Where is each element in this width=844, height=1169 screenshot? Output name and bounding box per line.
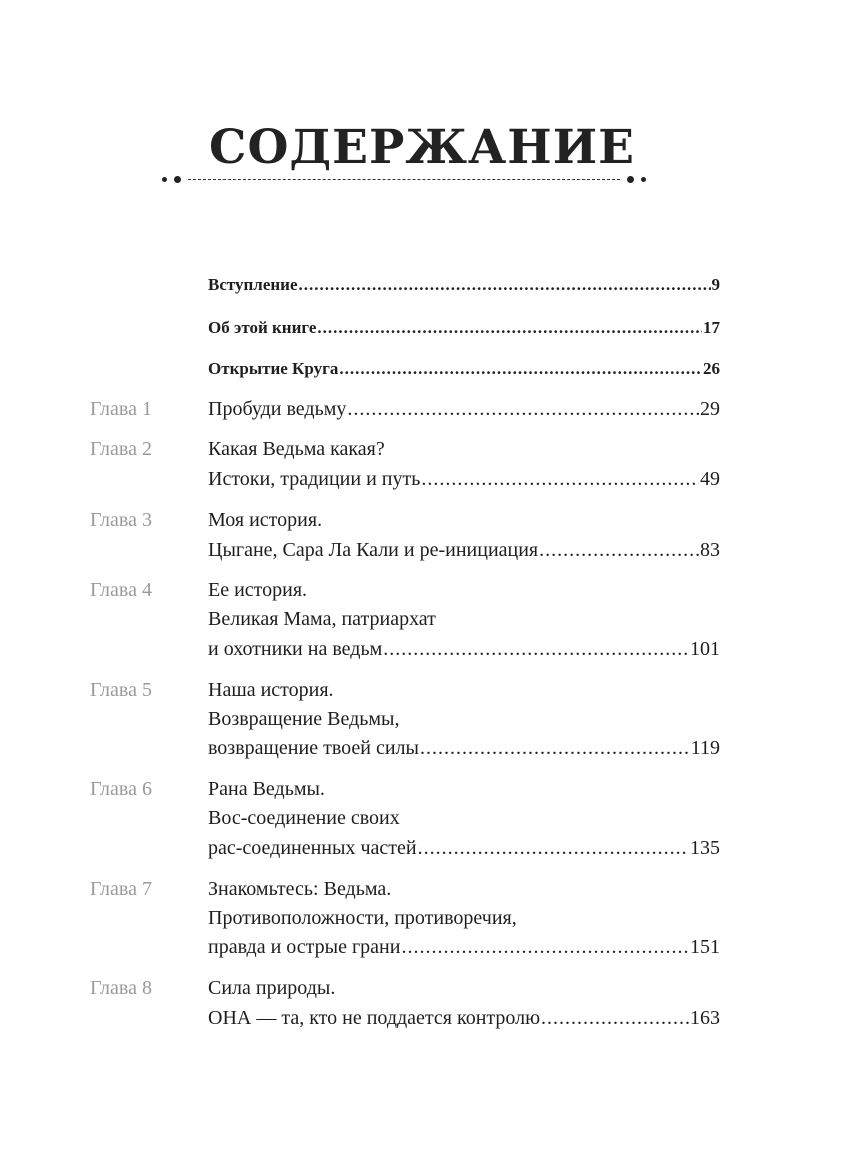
toc-entry-page: 26 bbox=[703, 359, 720, 378]
toc-entry-page: 101 bbox=[690, 638, 720, 660]
toc-entry-chapter-3[interactable] bbox=[208, 535, 720, 565]
toc-entry-chapter-1[interactable] bbox=[208, 394, 720, 424]
toc-entry-page: 119 bbox=[690, 737, 720, 759]
leader-dots bbox=[347, 394, 699, 424]
leader-dots bbox=[317, 313, 702, 343]
toc-entry-label: Вступление bbox=[208, 275, 298, 294]
leader-dots bbox=[299, 270, 711, 300]
toc-entry-page: 83 bbox=[700, 539, 720, 561]
leader-dots bbox=[339, 354, 702, 384]
toc-entry-title-line: Возвращение Ведьмы, bbox=[208, 708, 400, 730]
toc-entry-page: 49 bbox=[700, 468, 720, 490]
toc-entry-label: Цыгане, Сара Ла Кали и ре-инициация bbox=[208, 539, 539, 561]
page-title: СОДЕРЖАНИЕ bbox=[209, 120, 635, 175]
chapter-number: Глава 3 bbox=[90, 509, 152, 531]
toc-entry-title-line: Моя история. bbox=[208, 509, 323, 531]
toc-entry-label: Открытие Круга bbox=[208, 359, 339, 378]
toc-entry-title-line: Какая Ведьма какая? bbox=[208, 438, 385, 460]
toc-entry-title-line: Знакомьтесь: Ведьма. bbox=[208, 878, 392, 900]
leader-dots bbox=[418, 833, 689, 863]
chapter-number: Глава 4 bbox=[90, 579, 152, 601]
ornament-dot-icon bbox=[162, 177, 167, 182]
toc-entry-label: Об этой книге bbox=[208, 318, 317, 337]
toc-entry-label: и охотники на ведьм bbox=[208, 638, 383, 660]
chapter-number: Глава 2 bbox=[90, 438, 152, 460]
leader-dots bbox=[421, 464, 699, 494]
toc-entry-label: Истоки, традиции и путь bbox=[208, 468, 421, 490]
toc-entry-page: 163 bbox=[690, 1007, 720, 1029]
leader-dots bbox=[539, 535, 699, 565]
ornament-dot-icon bbox=[627, 176, 634, 183]
toc-entry-chapter-5[interactable] bbox=[208, 733, 720, 763]
toc-entry-title-line: Наша история. bbox=[208, 679, 334, 701]
toc-entry-introduction[interactable] bbox=[208, 270, 720, 300]
toc-entry-label: правда и острые грани bbox=[208, 936, 401, 958]
toc-entry-chapter-7[interactable] bbox=[208, 932, 720, 962]
title-ornament bbox=[162, 174, 646, 186]
chapter-number: Глава 8 bbox=[90, 977, 152, 999]
chapter-number: Глава 6 bbox=[90, 778, 152, 800]
toc-entry-chapter-2[interactable] bbox=[208, 464, 720, 494]
toc-entry-label: Пробуди ведьму bbox=[208, 398, 347, 420]
toc-entry-title-line: Противоположности, противоречия, bbox=[208, 907, 517, 929]
toc-entry-page: 9 bbox=[711, 275, 720, 294]
ornament-dot-icon bbox=[174, 176, 181, 183]
toc-entry-opening-circle[interactable] bbox=[208, 354, 720, 384]
toc-entry-page: 151 bbox=[690, 936, 720, 958]
toc-entry-title-line: Великая Мама, патриархат bbox=[208, 608, 436, 630]
toc-entry-label: рас-соединенных частей bbox=[208, 837, 417, 859]
leader-dots bbox=[401, 932, 689, 962]
leader-dots bbox=[420, 733, 690, 763]
leader-dots bbox=[541, 1003, 689, 1033]
toc-entry-label: возвращение твоей силы bbox=[208, 737, 419, 759]
ornament-dashed-line bbox=[188, 179, 620, 180]
toc-entry-chapter-4[interactable] bbox=[208, 634, 720, 664]
toc-entry-page: 135 bbox=[690, 837, 720, 859]
toc-entry-title-line: Вос-соединение своих bbox=[208, 807, 400, 829]
chapter-number: Глава 5 bbox=[90, 679, 152, 701]
chapter-number: Глава 7 bbox=[90, 878, 152, 900]
toc-entry-title-line: Рана Ведьмы. bbox=[208, 778, 325, 800]
chapter-number: Глава 1 bbox=[90, 398, 152, 420]
toc-entry-chapter-8[interactable] bbox=[208, 1003, 720, 1033]
toc-entry-title-line: Ее история. bbox=[208, 579, 308, 601]
toc-entry-label: ОНА — та, кто не поддается контролю bbox=[208, 1007, 541, 1029]
toc-entry-title-line: Сила природы. bbox=[208, 977, 336, 999]
toc-entry-about-book[interactable] bbox=[208, 313, 720, 343]
leader-dots bbox=[383, 634, 689, 664]
toc-entry-page: 29 bbox=[700, 398, 720, 420]
toc-entry-page: 17 bbox=[703, 318, 720, 337]
toc-entry-chapter-6[interactable] bbox=[208, 833, 720, 863]
ornament-dot-icon bbox=[641, 177, 646, 182]
